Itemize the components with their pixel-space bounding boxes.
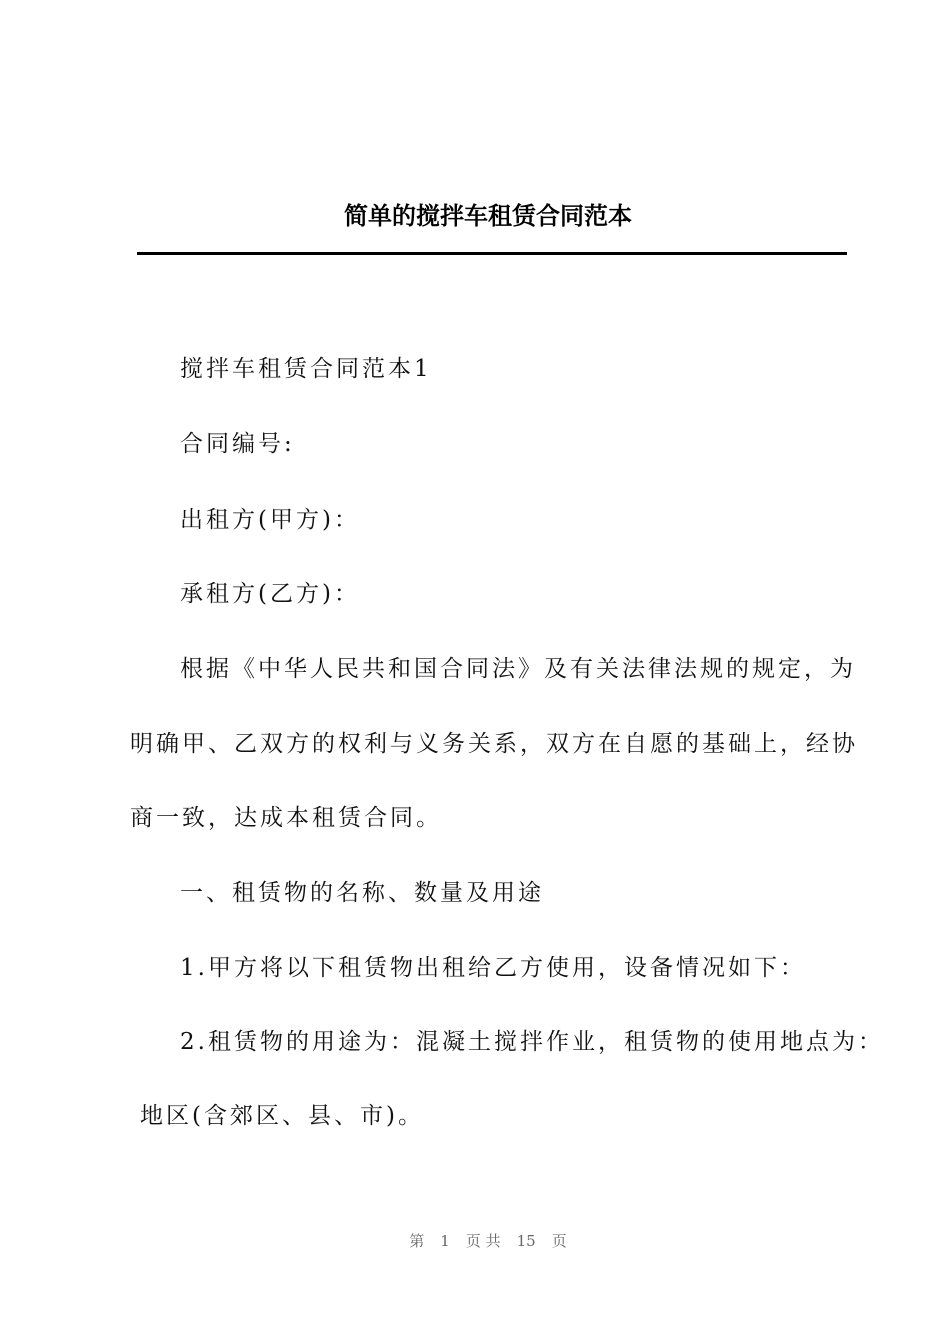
footer-suffix: 页 — [551, 1232, 567, 1250]
footer-middle: 页 共 — [465, 1232, 501, 1250]
clause-line: 2.租赁物的用途为：混凝土搅拌作业，租赁物的使用地点为： — [180, 1029, 884, 1055]
heading-contract-sample-1: 搅拌车租赁合同范本1 — [180, 356, 432, 382]
title-underline — [137, 252, 847, 255]
clause-line: 1.甲方将以下租赁物出租给乙方使用，设备情况如下： — [180, 955, 806, 981]
footer-total-pages: 15 — [516, 1232, 536, 1250]
paragraph-line: 商一致，达成本租赁合同。 — [130, 805, 442, 831]
paragraph-line: 根据《中华人民共和国合同法》及有关法律法规的规定，为 — [180, 656, 856, 682]
lessee-line: 承租方(乙方)： — [180, 581, 360, 607]
section-heading: 一、租赁物的名称、数量及用途 — [180, 880, 544, 906]
paragraph-line: 明确甲、乙双方的权利与义务关系，双方在自愿的基础上，经协 — [130, 731, 858, 757]
footer-prefix: 第 — [409, 1232, 425, 1250]
lessor-line: 出租方(甲方)： — [180, 507, 360, 533]
clause-line: 地区(含郊区、县、市)。 — [140, 1103, 424, 1129]
document-title: 简单的搅拌车租赁合同范本 — [344, 202, 632, 230]
page-footer — [0, 1230, 950, 1251]
footer-page-number: 1 — [440, 1232, 450, 1250]
contract-number-line: 合同编号: — [180, 431, 295, 457]
